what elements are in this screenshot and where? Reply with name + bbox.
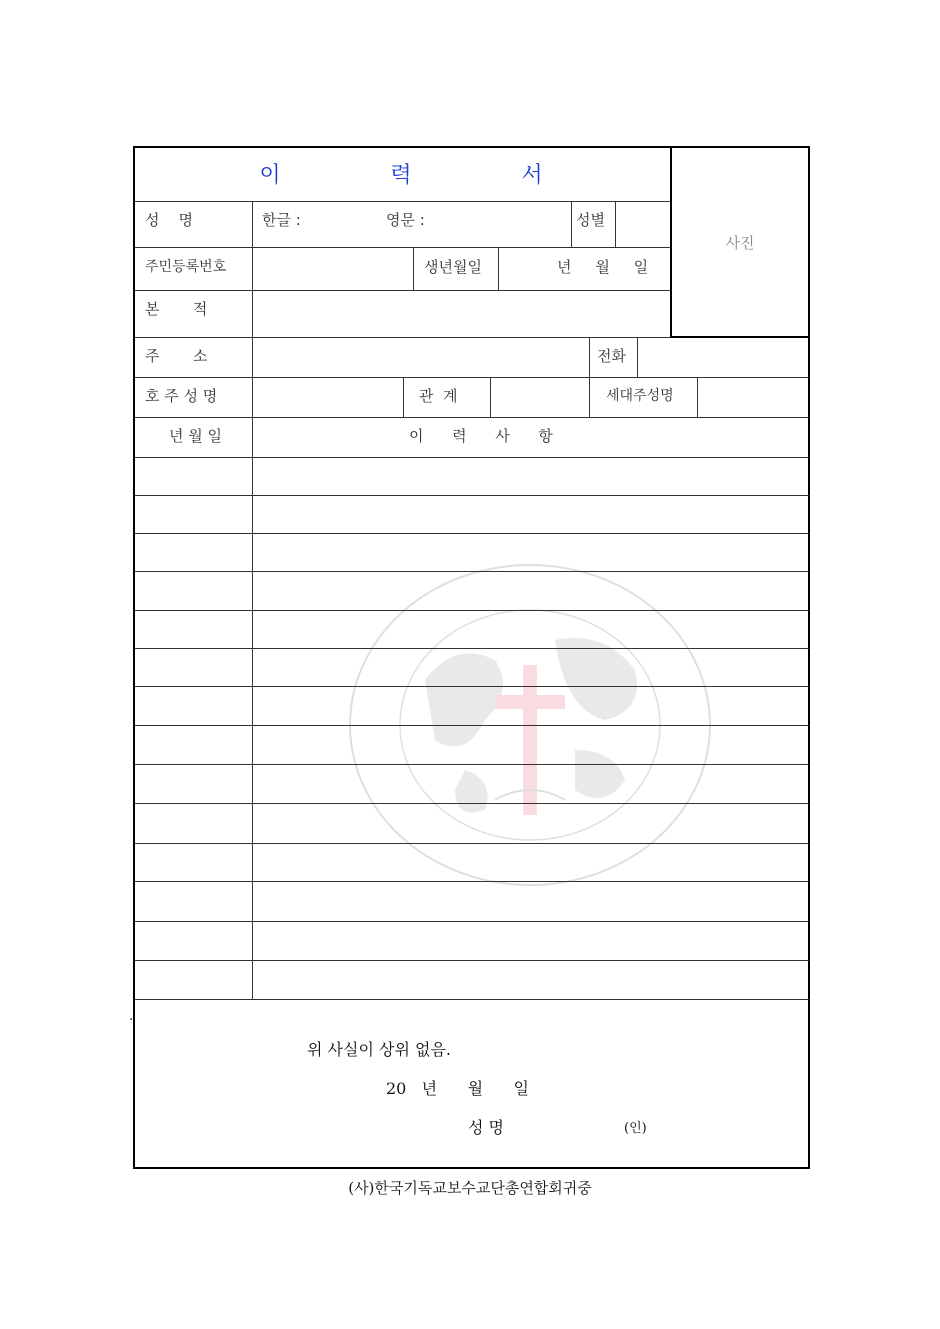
label-column-divider	[252, 201, 253, 999]
photo-box[interactable]	[670, 146, 810, 338]
household-head-name-label: 세대주성명	[606, 388, 674, 404]
cell-divider	[697, 377, 698, 417]
row-divider	[135, 921, 809, 922]
row-divider	[135, 610, 809, 611]
resident-number-label: 주민등록번호	[145, 259, 227, 275]
history-column-header: 이 력 사 항	[409, 427, 553, 445]
row-divider	[135, 881, 809, 882]
registered-domicile-label: 본 적	[145, 300, 208, 318]
cell-divider	[403, 377, 404, 417]
date-column-header: 년 월 일	[169, 427, 223, 445]
row-divider	[135, 999, 809, 1000]
row-divider	[135, 725, 809, 726]
row-divider	[135, 843, 809, 844]
row-divider	[135, 417, 809, 418]
row-divider	[135, 290, 670, 291]
cell-divider	[490, 377, 491, 417]
row-divider	[135, 764, 809, 765]
issuer-line: (사)한국기독교보수교단총연합회귀중	[348, 1179, 592, 1197]
row-divider	[135, 803, 809, 804]
birth-date-label: 생년월일	[424, 258, 482, 276]
form-title: 이 력 서	[259, 163, 545, 188]
cell-divider	[615, 201, 616, 247]
cell-divider	[637, 337, 638, 377]
seal-mark: (인)	[624, 1121, 647, 1136]
row-divider	[135, 457, 809, 458]
declaration-statement: 위 사실이 상위 없음.	[307, 1040, 451, 1059]
row-divider	[135, 201, 670, 202]
margin-dot: .	[129, 1008, 134, 1024]
row-divider	[135, 533, 809, 534]
row-divider	[135, 247, 670, 248]
declaration-date: 20 년 월 일	[386, 1079, 530, 1098]
cell-divider	[571, 201, 572, 247]
gender-label: 성별	[576, 211, 605, 229]
photo-label: 사진	[725, 234, 755, 252]
cell-divider	[589, 337, 590, 377]
name-korean-label: 한글 :	[262, 211, 301, 229]
birth-date-units: 년 월 일	[557, 258, 649, 276]
name-label: 성 명	[145, 211, 194, 229]
row-divider	[135, 648, 809, 649]
row-divider	[135, 960, 809, 961]
row-divider	[135, 377, 809, 378]
cell-divider	[498, 247, 499, 290]
row-divider	[135, 571, 809, 572]
cell-divider	[589, 377, 590, 417]
relation-label: 관 계	[419, 387, 458, 405]
family-head-name-label: 호 주 성 명	[145, 387, 218, 405]
name-english-label: 영문 :	[386, 211, 425, 229]
address-label: 주 소	[145, 347, 208, 365]
row-divider	[135, 495, 809, 496]
phone-label: 전화	[597, 347, 626, 365]
row-divider	[135, 686, 809, 687]
cell-divider	[413, 247, 414, 290]
signature-label: 성 명	[468, 1118, 504, 1137]
